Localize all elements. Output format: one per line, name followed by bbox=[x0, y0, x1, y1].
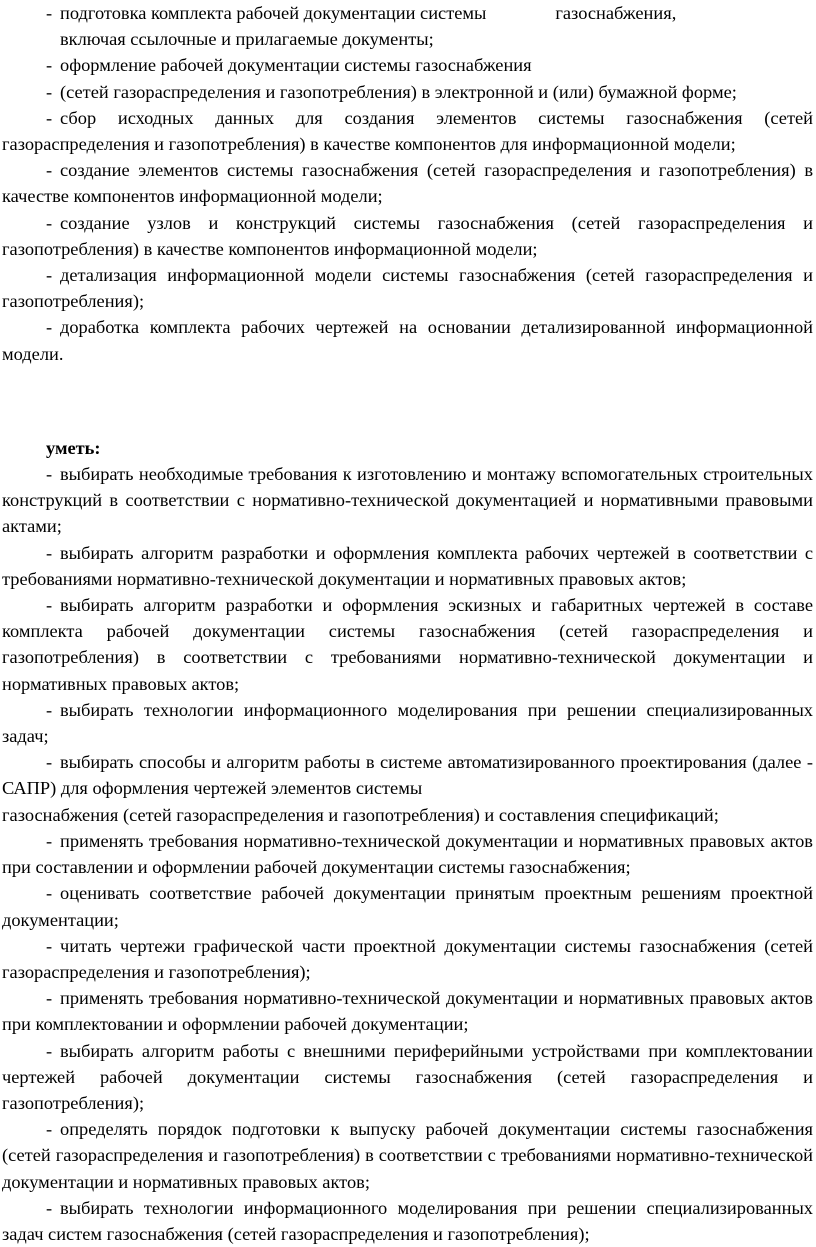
list-item bbox=[2, 105, 813, 157]
list-item bbox=[2, 592, 813, 697]
list-item bbox=[2, 1116, 813, 1195]
list-dash: - bbox=[46, 830, 53, 851]
list-item-text: подготовка комплекта рабочей документации системы газоснабжения, bbox=[60, 3, 677, 23]
section-heading: уметь: bbox=[46, 437, 101, 458]
list-dash: - bbox=[46, 3, 53, 23]
list-dash: - bbox=[46, 595, 53, 616]
list-dash: - bbox=[46, 160, 53, 181]
list-item bbox=[2, 880, 813, 932]
list-item-text: создание узлов и конструкций системы газоснабжения (сетей газораспределения и газопотребления) в качестве компонентов информационной модели; bbox=[2, 212, 813, 259]
list-item-text: (сетей газораспределения и газопотребления) в электронной и (или) бумажной форме; bbox=[60, 81, 737, 102]
list-dash: - bbox=[46, 935, 53, 956]
list-item-text: применять требования нормативно-технической документации и нормативных правовых актов при комплектовании и оформлении рабочей документации; bbox=[2, 988, 813, 1035]
list-item-text: читать чертежи графической части проектной документации системы газоснабжения (сетей газораспределения и газопотребления); bbox=[2, 935, 813, 982]
list-item-continuation bbox=[2, 26, 813, 52]
list-item bbox=[2, 1195, 813, 1247]
list-dash: - bbox=[46, 464, 53, 485]
list-dash: - bbox=[46, 107, 53, 128]
list-item-text: включая ссылочные и прилагаемые документы; bbox=[60, 29, 434, 50]
list-item bbox=[2, 540, 813, 592]
list-dash: - bbox=[46, 212, 53, 233]
list-item-text: выбирать алгоритм работы с внешними периферийными устройствами при комплектовании чертежей рабочей документации системы газоснабжения (сетей газораспределения и газопотребления); bbox=[2, 1040, 813, 1113]
list-item bbox=[2, 52, 813, 78]
list-dash: - bbox=[46, 55, 53, 76]
list-item-text: детализация информационной модели системы газоснабжения (сетей газораспределения и газопотребления); bbox=[2, 265, 813, 312]
list-item-text: применять требования нормативно-технической документации и нормативных правовых актов при составлении и оформлении рабочей документации системы газоснабжения; bbox=[2, 830, 813, 878]
list-dash: - bbox=[46, 542, 53, 563]
list-dash: - bbox=[46, 699, 53, 720]
list-dash: - bbox=[46, 317, 53, 338]
list-item-text: газоснабжения (сетей газораспределения и газопотребления) и составления спецификаций; bbox=[2, 804, 719, 825]
list-item bbox=[2, 0, 813, 26]
list-item bbox=[2, 697, 813, 749]
list-item-text: оформление рабочей документации системы газоснабжения bbox=[60, 55, 532, 76]
list-item-text: выбирать технологии информационного моделирования при решении специализированных задач систем газоснабжения (сетей газораспределения и газопотребления); bbox=[2, 1197, 813, 1244]
list-item-text: выбирать алгоритм разработки и оформления комплекта рабочих чертежей в соответствии с требованиями нормативно-технической документации и нормативных правовых актов; bbox=[2, 542, 813, 589]
section-spacer bbox=[2, 367, 813, 435]
list-item bbox=[2, 157, 813, 209]
list-item-text: определять порядок подготовки к выпуску рабочей документации системы газоснабжения (сетей газораспределения и газопотребления) в соответствии с требованиями нормативно-технической документации и нормативных правовых актов; bbox=[2, 1119, 813, 1192]
list-item bbox=[2, 985, 813, 1037]
list-item-text: выбирать технологии информационного моделирования при решении специализированных задач; bbox=[2, 699, 813, 747]
list-item-text: сбор исходных данных для создания элементов системы газоснабжения (сетей газораспределения и газопотребления) в качестве компонентов для информационной модели; bbox=[2, 107, 813, 155]
list-item-text: доработка комплекта рабочих чертежей на основании детализированной информационной модели. bbox=[2, 317, 813, 364]
list-dash: - bbox=[46, 1040, 53, 1061]
list-dash: - bbox=[46, 988, 53, 1009]
list-item bbox=[2, 210, 813, 262]
list-dash: - bbox=[46, 883, 53, 904]
list-dash: - bbox=[46, 1197, 53, 1218]
list-item-text: выбирать необходимые требования к изготовлению и монтажу вспомогательных строительных конструкций в соответствии с нормативно-технической документацией и нормативными правовыми актами; bbox=[2, 464, 813, 537]
list-item bbox=[2, 828, 813, 880]
list-item-text: выбирать способы и алгоритм работы в системе автоматизированного проектирования (далее - САПР) для оформления чертежей элементов системы bbox=[2, 752, 813, 799]
list-item-text: оценивать соответствие рабочей документации принятым проектным решениям проектной документации; bbox=[2, 883, 813, 930]
list-dash: - bbox=[46, 81, 53, 102]
list-item-text: создание элементов системы газоснабжения (сетей газораспределения и газопотребления) в качестве компонентов информационной модели; bbox=[2, 160, 813, 207]
list-dash: - bbox=[46, 1119, 53, 1140]
list-item bbox=[2, 262, 813, 314]
list-dash: - bbox=[46, 752, 53, 773]
list-item-text: выбирать алгоритм разработки и оформления эскизных и габаритных чертежей в составе комплекта рабочей документации системы газоснабжения (сетей газораспределения и газопотребления) в соответствии с требованиями нормативно-технической документации и нормативных правовых актов; bbox=[2, 595, 813, 694]
list-dash: - bbox=[46, 265, 53, 286]
list-item bbox=[2, 749, 813, 801]
list-item bbox=[2, 461, 813, 540]
list-item bbox=[2, 79, 813, 105]
list-item bbox=[2, 1038, 813, 1117]
list-item-continuation bbox=[2, 802, 813, 828]
list-item bbox=[2, 933, 813, 985]
list-item bbox=[2, 314, 813, 366]
